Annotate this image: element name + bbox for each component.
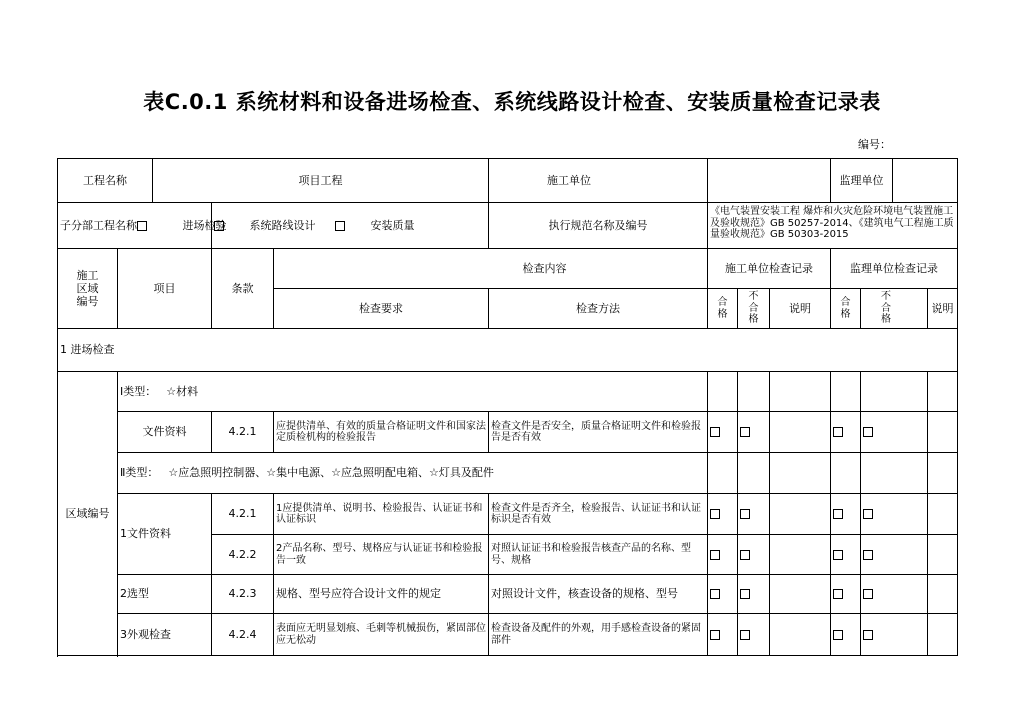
fail-cell[interactable]	[861, 575, 928, 614]
note-cell[interactable]	[928, 453, 958, 494]
item-name: 3外观检查	[118, 614, 212, 656]
table-row	[58, 614, 958, 656]
note-cell[interactable]	[770, 412, 831, 453]
checkbox-icon[interactable]	[710, 427, 720, 437]
method-text: 对照设计文件，核查设备的规格、型号	[489, 575, 708, 614]
clause-number: 4.2.1	[212, 494, 274, 535]
clause-number: 4.2.4	[212, 614, 274, 656]
requirement-text: 2产品名称、型号、规格应与认证证书和检验报告一致	[274, 535, 489, 575]
project-info-row	[58, 159, 958, 203]
checkbox-icon[interactable]	[833, 427, 843, 437]
checkbox-icon[interactable]	[710, 550, 720, 560]
table-row	[58, 494, 958, 535]
note-cell[interactable]	[770, 614, 831, 656]
table-row	[58, 412, 958, 453]
item-name: 2选型	[118, 575, 212, 614]
note-cell[interactable]	[928, 494, 958, 535]
fail-cell[interactable]	[738, 575, 770, 614]
fail-cell[interactable]	[738, 494, 770, 535]
fail-cell[interactable]	[861, 453, 928, 494]
section-title: 1 进场检查	[58, 329, 958, 372]
checkbox-icon[interactable]	[863, 509, 873, 519]
construction-record-header: 施工单位检查记录	[708, 249, 831, 289]
pass-cell[interactable]	[831, 412, 861, 453]
checkbox-icon[interactable]	[863, 630, 873, 640]
note-cell[interactable]	[770, 372, 831, 412]
project-name-label: 工程名称	[58, 159, 153, 203]
checkbox-icon[interactable]	[740, 589, 750, 599]
method-text: 检查文件是否齐全，检验报告、认证证书和认证标识是否有效	[489, 494, 708, 535]
item-name: 文件资料	[118, 412, 212, 453]
checkbox-icon[interactable]	[833, 509, 843, 519]
table-row	[58, 575, 958, 614]
type-2-label: Ⅱ类型：	[120, 466, 159, 480]
requirement-text: 表面应无明显划痕、毛刺等机械损伤，紧固部位应无松动	[274, 614, 489, 656]
pass-header: 合 格	[831, 289, 861, 329]
type-2-cell	[118, 453, 708, 494]
fail-cell[interactable]	[861, 535, 928, 575]
type-1-label: Ⅰ类型：	[120, 384, 157, 398]
method-text: 检查设备及配件的外观，用手感检查设备的紧固部件	[489, 614, 708, 656]
sub-project-row	[58, 203, 958, 249]
option-route-design: 系统路线设计	[249, 218, 316, 232]
note-cell[interactable]	[770, 575, 831, 614]
checkbox-icon[interactable]	[740, 427, 750, 437]
pass-cell[interactable]	[831, 575, 861, 614]
checkbox-icon[interactable]	[740, 550, 750, 560]
clause-number: 4.2.3	[212, 575, 274, 614]
fail-cell[interactable]	[738, 614, 770, 656]
column-header-row-1	[58, 249, 958, 289]
sub-project-options-cell	[212, 203, 489, 249]
requirement-text: 应提供清单、有效的质量合格证明文件和国家法定质检机构的检验报告	[274, 412, 489, 453]
checkbox-icon[interactable]	[863, 550, 873, 560]
method-header: 检查方法	[489, 289, 708, 329]
project-name-field[interactable]: 项目工程	[153, 159, 489, 203]
checkbox-icon[interactable]	[833, 550, 843, 560]
method-text: 对照认证证书和检验报告核查产品的名称、型号、规格	[489, 535, 708, 575]
method-text: 检查文件是否安全，质量合格证明文件和检验报告是否有效	[489, 412, 708, 453]
checkbox-icon[interactable]	[863, 589, 873, 599]
sub-project-cell	[58, 203, 227, 249]
fail-cell[interactable]	[738, 412, 770, 453]
pass-cell[interactable]	[708, 575, 738, 614]
fail-cell[interactable]	[738, 372, 770, 412]
checkbox-icon[interactable]	[710, 630, 720, 640]
construction-unit-label: 施工单位	[489, 159, 708, 203]
fail-header: 不 合 格	[738, 289, 770, 329]
option-install-quality: 安装质量	[370, 218, 415, 232]
clause-number: 4.2.2	[212, 535, 274, 575]
option-entry-inspection: 进场检验	[182, 218, 227, 232]
type-row	[58, 372, 958, 412]
section-row	[58, 329, 958, 372]
requirement-text: 规格、型号应符合设计文件的规定	[274, 575, 489, 614]
page-title: 表C.0.1 系统材料和设备进场检查、系统线路设计检查、安装质量检查记录表	[143, 90, 881, 114]
checkbox-icon[interactable]	[710, 589, 720, 599]
pass-cell[interactable]	[708, 614, 738, 656]
pass-cell[interactable]	[831, 614, 861, 656]
fail-cell[interactable]	[861, 494, 928, 535]
requirement-text: 1应提供清单、说明书、检验报告、认证证书和认证标识	[274, 494, 489, 535]
note-cell[interactable]	[928, 372, 958, 412]
item-header: 项目	[118, 249, 212, 329]
pass-cell[interactable]	[708, 372, 738, 412]
requirement-header: 检查要求	[274, 289, 489, 329]
supervision-unit-label: 监理单位	[831, 159, 893, 203]
checkbox-icon[interactable]	[137, 221, 147, 231]
checkbox-icon[interactable]	[710, 509, 720, 519]
supervision-record-header: 监理单位检查记录	[831, 249, 958, 289]
type-row	[58, 453, 958, 494]
pass-cell[interactable]	[708, 494, 738, 535]
note-cell[interactable]	[928, 535, 958, 575]
clause-header: 条款	[212, 249, 274, 329]
inspection-record-table	[57, 158, 958, 656]
pass-cell[interactable]	[708, 453, 738, 494]
standard-label: 执行规范名称及编号	[489, 203, 708, 249]
checkbox-icon[interactable]	[740, 509, 750, 519]
checkbox-icon[interactable]	[335, 221, 345, 231]
supervision-unit-field[interactable]	[893, 159, 958, 203]
note-header: 说明	[928, 289, 958, 329]
construction-unit-field[interactable]	[708, 159, 831, 203]
content-header: 检查内容	[274, 249, 708, 289]
standard-value: 《电气装置安装工程 爆炸和火灾危险环境电气装置施工及验收规范》GB 50257-2014、《建筑电气工程施工质量验收规范》GB 50303-2015	[708, 203, 958, 249]
checkbox-icon[interactable]	[833, 630, 843, 640]
checkbox-icon[interactable]	[833, 589, 843, 599]
note-cell[interactable]	[770, 535, 831, 575]
pass-cell[interactable]	[831, 372, 861, 412]
type-1-cell	[118, 372, 708, 412]
pass-cell[interactable]	[831, 453, 861, 494]
pass-header: 合 格	[708, 289, 738, 329]
note-cell[interactable]	[770, 494, 831, 535]
note-cell[interactable]	[928, 412, 958, 453]
fail-cell[interactable]	[861, 372, 928, 412]
area-value: 区域编号	[58, 372, 118, 656]
type-2-value: ☆应急照明控制器、☆集中电源、☆应急照明配电箱、☆灯具及配件	[168, 466, 494, 480]
item-name: 1文件资料	[118, 494, 212, 575]
sub-project-label: 子分部工程名称	[60, 218, 137, 232]
pass-cell[interactable]	[831, 494, 861, 535]
pass-cell[interactable]	[708, 535, 738, 575]
clause-number: 4.2.1	[212, 412, 274, 453]
area-header: 施工 区域 编号	[58, 249, 118, 329]
fail-cell[interactable]	[738, 453, 770, 494]
serial-number-label: 编号：	[858, 138, 891, 151]
checkbox-icon[interactable]	[863, 427, 873, 437]
fail-header: 不 合 格	[861, 289, 928, 329]
pass-cell[interactable]	[831, 535, 861, 575]
note-cell[interactable]	[928, 614, 958, 656]
checkbox-icon[interactable]	[740, 630, 750, 640]
fail-cell[interactable]	[861, 412, 928, 453]
type-1-value: ☆材料	[166, 384, 199, 398]
note-cell[interactable]	[770, 453, 831, 494]
note-cell[interactable]	[928, 575, 958, 614]
note-header: 说明	[770, 289, 831, 329]
checkbox-icon[interactable]	[214, 221, 224, 231]
fail-cell[interactable]	[738, 535, 770, 575]
fail-cell[interactable]	[861, 614, 928, 656]
pass-cell[interactable]	[708, 412, 738, 453]
